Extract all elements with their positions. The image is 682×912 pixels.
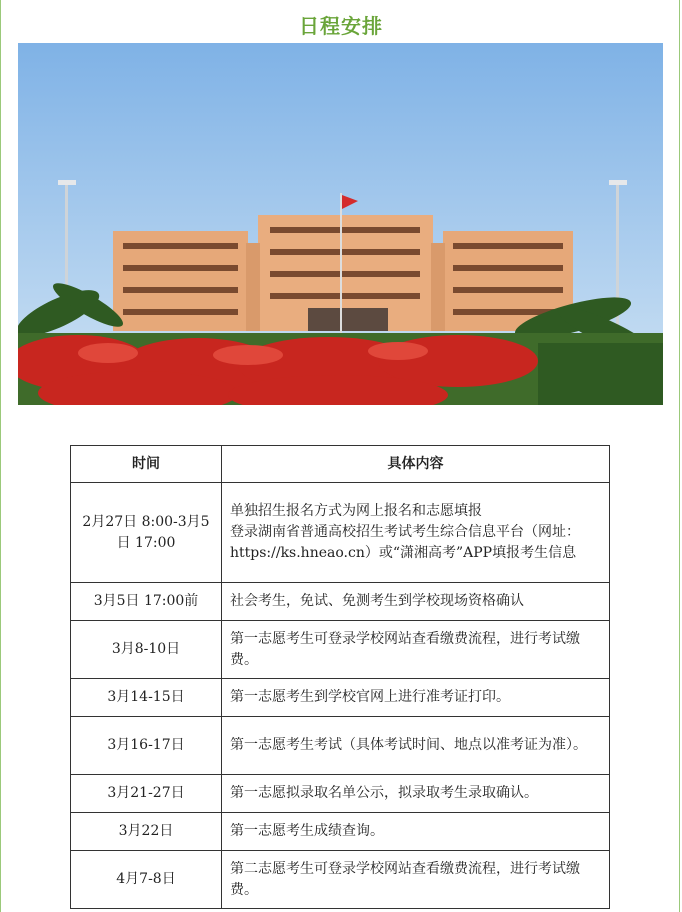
schedule-table — [70, 445, 610, 909]
row-time: 3月22日 — [71, 813, 222, 851]
row-content: 单独招生报名方式为网上报名和志愿填报 登录湖南省普通高校招生考试考生综合信息平台（网址：https://ks.hneao.cn）或“潇湘高考”APP填报考生信息 — [222, 483, 610, 583]
table-row — [71, 813, 610, 851]
row-time: 3月16-17日 — [71, 717, 222, 775]
row-time: 4月7-8日 — [71, 851, 222, 909]
row-time: 3月8-10日 — [71, 621, 222, 679]
table-row — [71, 483, 610, 583]
campus-building-illustration — [18, 43, 663, 405]
header-content: 具体内容 — [222, 446, 610, 483]
table-row — [71, 717, 610, 775]
page-title: 日程安排 — [299, 14, 383, 38]
row-content: 第一志愿拟录取名单公示，拟录取考生录取确认。 — [222, 775, 610, 813]
row-content: 第二志愿考生可登录学校网站查看缴费流程，进行考试缴费。 — [222, 851, 610, 909]
row-content: 第一志愿考生可登录学校网站查看缴费流程，进行考试缴费。 — [222, 621, 610, 679]
header-time: 时间 — [71, 446, 222, 483]
campus-photo — [18, 43, 663, 405]
row-time: 2月27日 8:00-3月5日 17:00 — [71, 483, 222, 583]
table-row — [71, 851, 610, 909]
row-time: 3月21-27日 — [71, 775, 222, 813]
table-row — [71, 621, 610, 679]
table-row — [71, 679, 610, 717]
row-content: 社会考生，免试、免测考生到学校现场资格确认 — [222, 583, 610, 621]
table-row — [71, 775, 610, 813]
row-content: 第一志愿考生成绩查询。 — [222, 813, 610, 851]
row-time: 3月5日 17:00前 — [71, 583, 222, 621]
row-time: 3月14-15日 — [71, 679, 222, 717]
table-header-row — [71, 446, 610, 483]
row-content: 第一志愿考生到学校官网上进行准考证打印。 — [222, 679, 610, 717]
row-content: 第一志愿考生考试（具体考试时间、地点以准考证为准）。 — [222, 717, 610, 775]
table-row — [71, 583, 610, 621]
